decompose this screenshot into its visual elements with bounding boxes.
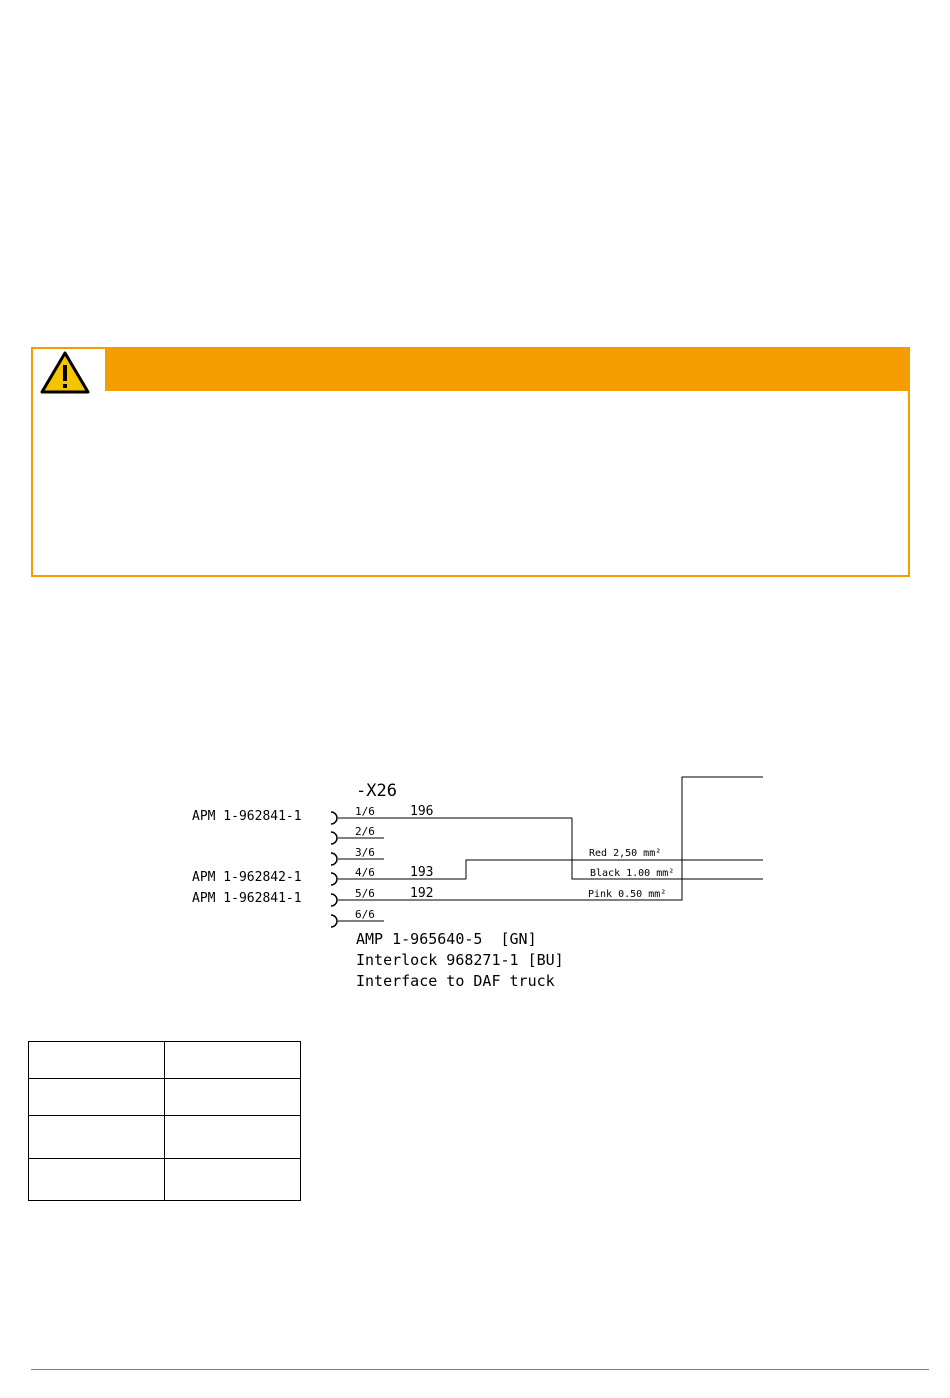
warning-body: [47, 405, 894, 563]
data-table: [28, 1041, 301, 1201]
table-cell: [29, 1159, 165, 1201]
pin-contacts: [331, 812, 337, 927]
wire-number: 193: [410, 865, 434, 880]
table-cell: [165, 1159, 301, 1201]
wire-number: 196: [410, 804, 434, 819]
wire-label-black: Black 1.00 mm²: [590, 868, 675, 879]
part-label-pin5: APM 1-962841-1: [192, 891, 302, 906]
table-row: [29, 1042, 301, 1079]
table-row: [29, 1159, 301, 1201]
connector-interface: Interface to DAF truck: [356, 972, 555, 990]
warning-header: [105, 349, 908, 391]
wire-number: 192: [410, 886, 434, 901]
part-label-pin1: APM 1-962841-1: [192, 809, 302, 824]
wiring-diagram: [0, 760, 950, 1000]
pin-label: 4/6: [355, 866, 375, 879]
table-cell: [165, 1079, 301, 1116]
pin-label: 6/6: [355, 908, 375, 921]
footer-rule: [31, 1369, 929, 1370]
table-row: [29, 1079, 301, 1116]
connector-interlock: Interlock 968271-1 [BU]: [356, 951, 564, 969]
wire-label-red: Red 2,50 mm²: [589, 848, 662, 859]
part-label-pin4: APM 1-962842-1: [192, 870, 302, 885]
pin-label: 2/6: [355, 825, 375, 838]
table-row: [29, 1116, 301, 1159]
connector-type: AMP 1-965640-5 [GN]: [356, 930, 537, 948]
wire-label-pink: Pink 0.50 mm²: [588, 889, 667, 900]
table-cell: [29, 1079, 165, 1116]
table-cell: [165, 1042, 301, 1079]
warning-triangle-icon: [39, 350, 91, 394]
table-cell: [29, 1042, 165, 1079]
table-cell: [29, 1116, 165, 1159]
warning-box: [31, 347, 910, 577]
wire-routes: [462, 777, 763, 900]
table-cell: [165, 1116, 301, 1159]
connector-id: -X26: [356, 781, 397, 801]
pin-label: 3/6: [355, 846, 375, 859]
pin-label: 1/6: [355, 805, 375, 818]
pin-label: 5/6: [355, 887, 375, 900]
